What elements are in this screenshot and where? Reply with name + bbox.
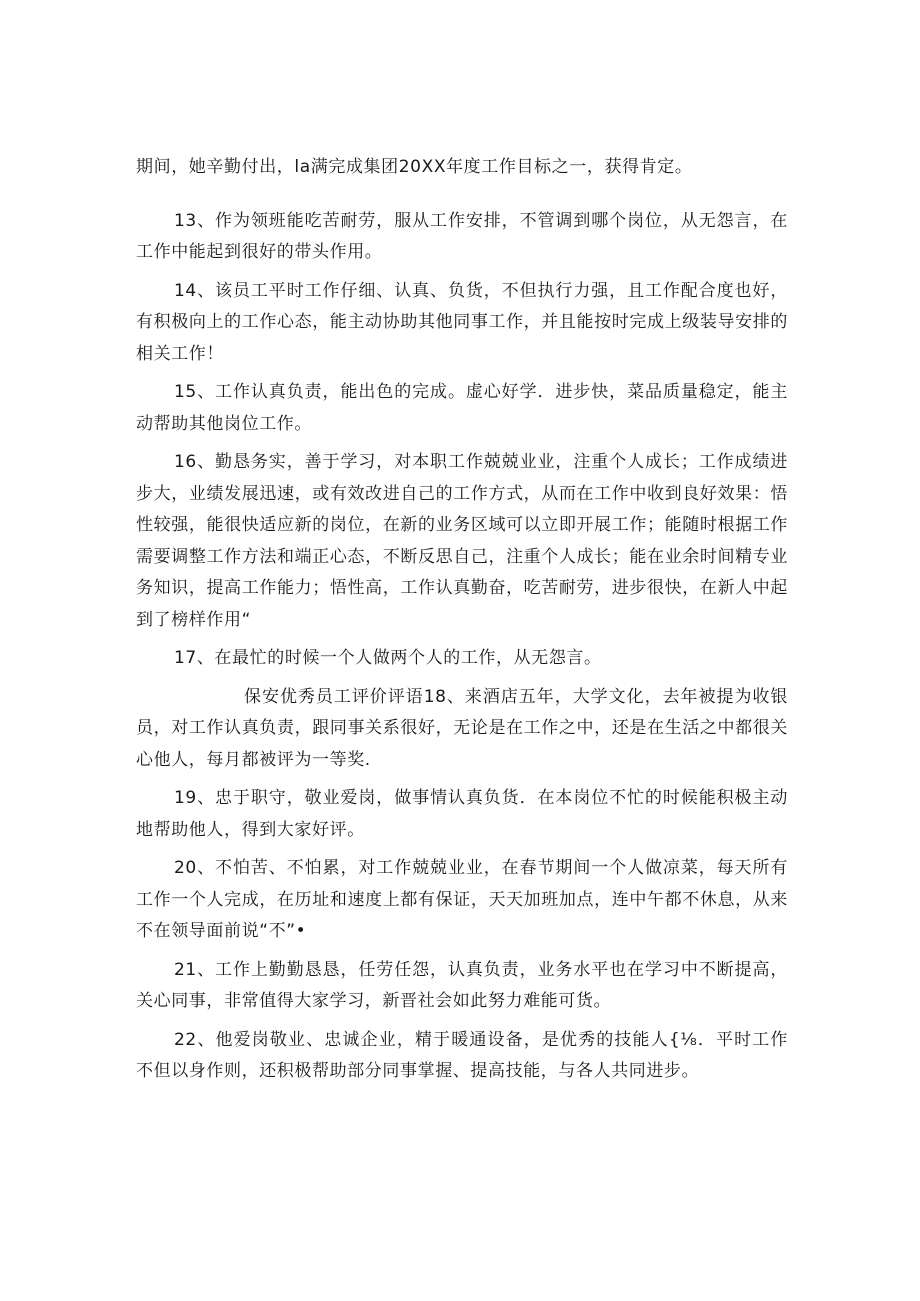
paragraph-20: 20、不怕苦、不怕累，对工作兢兢业业，在春节期间一个人做凉菜，每天所有工作一个人完成，在历址和速度上都有保证，天天加班加点，连中午都不休息，从来不在领导面前说“不”• bbox=[136, 858, 788, 941]
paragraph-14: 14、该员工平时工作仔细、认真、负货，不但执行力强，且工作配合度也好，有积极向上的工作心态，能主动协助其他同事工作，并且能按时完成上级装导安排的相关工作！ bbox=[136, 280, 788, 364]
paragraph-15: 15、工作认真负责，能出色的完成。虚心好学．进步快，菜品质量稳定，能主动帮助其他岗位工作。 bbox=[136, 382, 788, 434]
paragraph-16: 16、勤恳务实，善于学习，对本职工作兢兢业业，注重个人成长；工作成绩进步大，业绩发展迅速，或有效改进自己的工作方式，从而在工作中收到良好效果：悟性较强，能很快适应新的岗位，在新的业务区域可以立即开展工作；能随时根据工作需要调整工作方法和端正心态，不断反思自己，注重个人成长；能在业余时间精专业务知识，提高工作能力；悟性高，工作认真勤奋，吃苦耐劳，进步很快，在新人中起到了榜样作用“ bbox=[136, 452, 788, 630]
paragraph-21: 21、工作上勤勤恳恳，任劳任怨，认真负责，业务水平也在学习中不断提高，关心同事，非常值得大家学习，新晋社会如此努力难能可货。 bbox=[136, 959, 788, 1011]
paragraph-19: 19、忠于职守，敬业爱岗，做事情认真负货．在本岗位不忙的时候能积极主动地帮助他人，得到大家好评。 bbox=[136, 788, 788, 840]
paragraph-18: 保安优秀员工评价评语18、来酒店五年，大学文化，去年被提为收银员，对工作认真负责，跟同事关系很好，无论是在工作之中，还是在生活之中都很关心他人，每月都被评为一等奖. bbox=[136, 686, 788, 770]
document-body bbox=[136, 152, 788, 1088]
paragraph-continuation: 期间，她辛勤付出，la满完成集团20XX年度工作目标之一，获得肯定。 bbox=[136, 157, 693, 177]
paragraph-13: 13、作为领班能吃苦耐劳，服从工作安排，不管调到哪个岗位，从无怨言，在工作中能起到很好的带头作用。 bbox=[136, 210, 788, 262]
paragraph-22: 22、他爱岗敬业、忠诚企业，精于暖通设备，是优秀的技能人{⅛．平时工作不但以身作则，还积极帮助部分同事掌握、提高技能，与各人共同进步。 bbox=[136, 1029, 788, 1081]
paragraph-17: 17、在最忙的时候一个人做两个人的工作，从无怨言。 bbox=[174, 648, 602, 668]
